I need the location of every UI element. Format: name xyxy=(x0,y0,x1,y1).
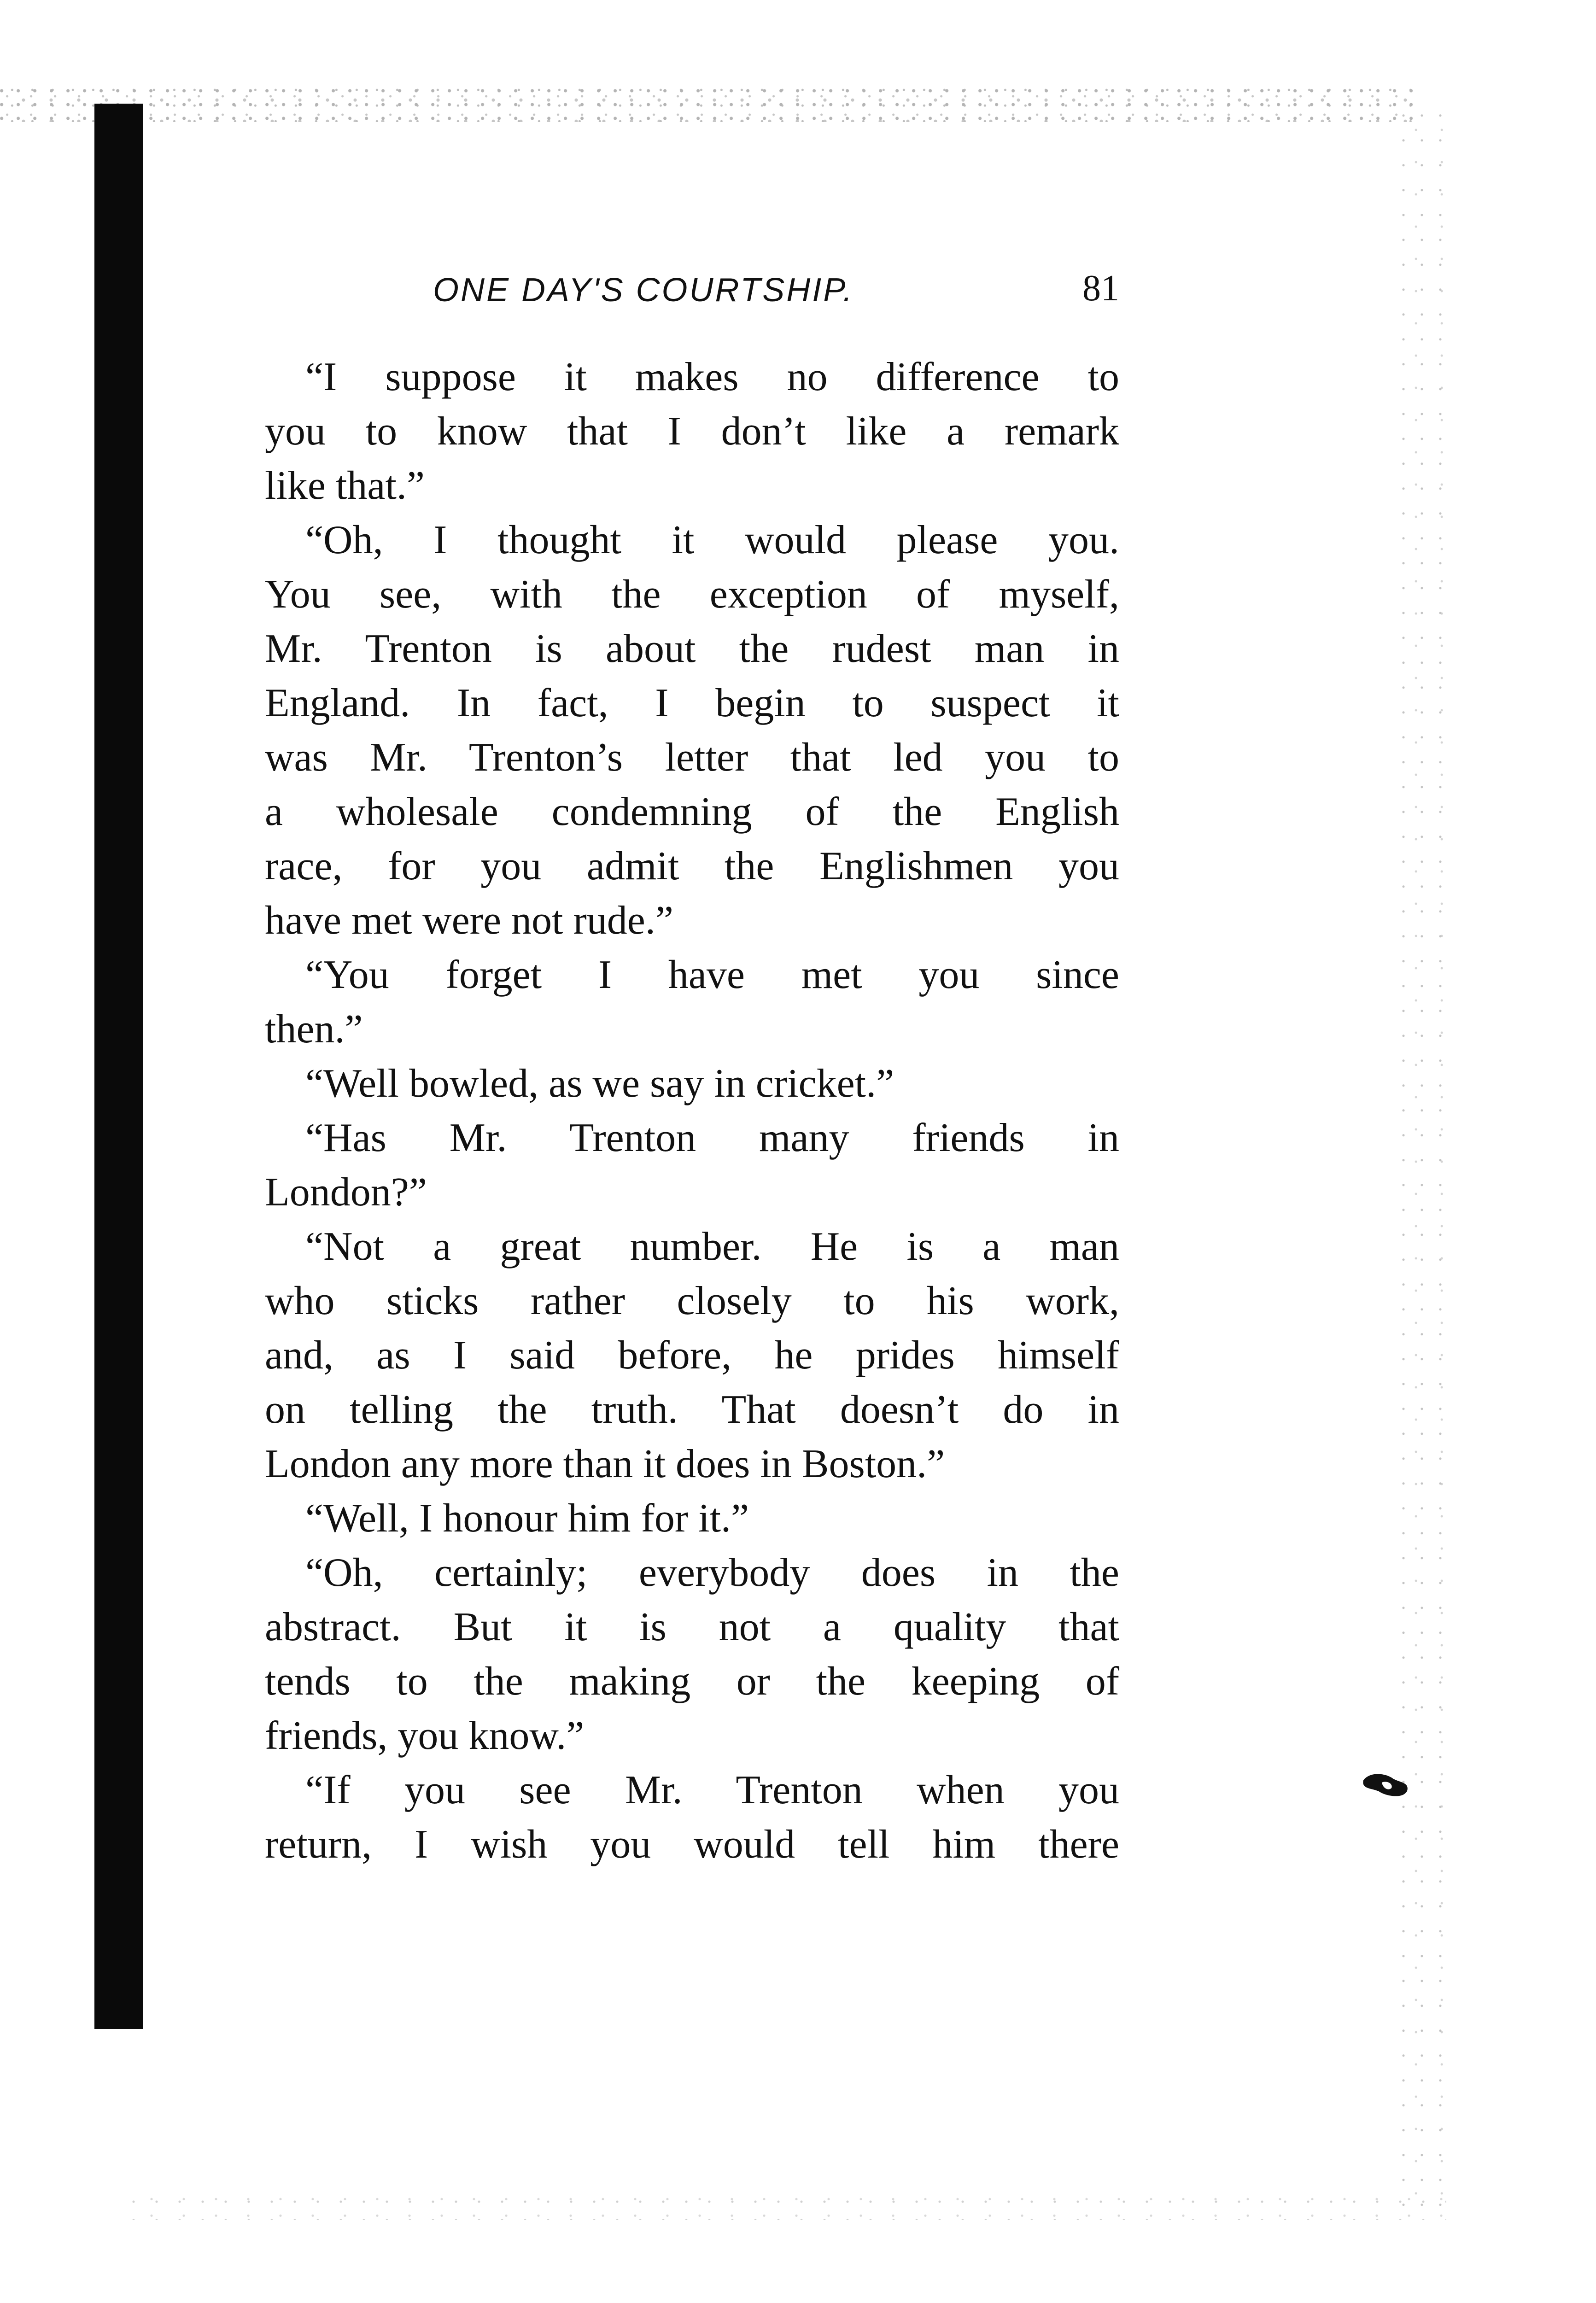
text-line: “You forget I have met you since xyxy=(305,953,1119,997)
text-line: You see, with the exception of myself, xyxy=(265,572,1119,617)
text-line: “Well, I honour him for it.” xyxy=(305,1496,749,1541)
text-line: who sticks rather closely to his work, xyxy=(265,1279,1119,1323)
text-line: friends, you know.” xyxy=(265,1713,585,1758)
text-line: “Oh, I thought it would please you. xyxy=(305,518,1119,562)
text-line: and, as I said before, he prides himself xyxy=(265,1333,1119,1378)
text-line: on telling the truth. That doesn’t do in xyxy=(265,1387,1119,1432)
text-line: abstract. But it is not a quality that xyxy=(265,1605,1119,1649)
text-line: return, I wish you would tell him there xyxy=(265,1822,1119,1867)
text-line: “Has Mr. Trenton many friends in xyxy=(305,1116,1119,1160)
binding-shadow xyxy=(94,104,143,2029)
text-line: race, for you admit the Englishmen you xyxy=(265,844,1119,888)
text-line: have met were not rude.” xyxy=(265,898,673,943)
text-line: was Mr. Trenton’s letter that led you to xyxy=(265,735,1119,780)
text-line: tends to the making or the keeping of xyxy=(265,1659,1119,1704)
running-title: ONE DAY'S COURTSHIP. xyxy=(433,272,854,309)
text-line: you to know that I don’t like a remark xyxy=(265,409,1119,454)
text-line: “Not a great number. He is a man xyxy=(305,1224,1119,1269)
page-number: 81 xyxy=(1082,268,1119,309)
page-header xyxy=(433,267,1119,318)
text-line: London any more than it does in Boston.” xyxy=(265,1442,945,1486)
ink-blot xyxy=(1361,1769,1412,1801)
text-line: a wholesale condemning of the English xyxy=(265,789,1119,834)
text-line: “If you see Mr. Trenton when you xyxy=(305,1768,1119,1812)
text-line: London?” xyxy=(265,1170,427,1215)
text-line: then.” xyxy=(265,1007,363,1052)
scan-noise-right xyxy=(1398,111,1449,2211)
text-line: England. In fact, I begin to suspect it xyxy=(265,681,1119,725)
text-line: Mr. Trenton is about the rudest man in xyxy=(265,626,1119,671)
text-line: “Well bowled, as we say in cricket.” xyxy=(305,1061,894,1106)
body-text xyxy=(265,350,1119,1872)
scan-noise-top xyxy=(0,85,1419,122)
scan-noise-bottom xyxy=(129,2192,1446,2220)
text-line: like that.” xyxy=(265,463,425,508)
text-line: “I suppose it makes no difference to xyxy=(305,355,1119,399)
text-line: “Oh, certainly; everybody does in the xyxy=(305,1550,1119,1595)
